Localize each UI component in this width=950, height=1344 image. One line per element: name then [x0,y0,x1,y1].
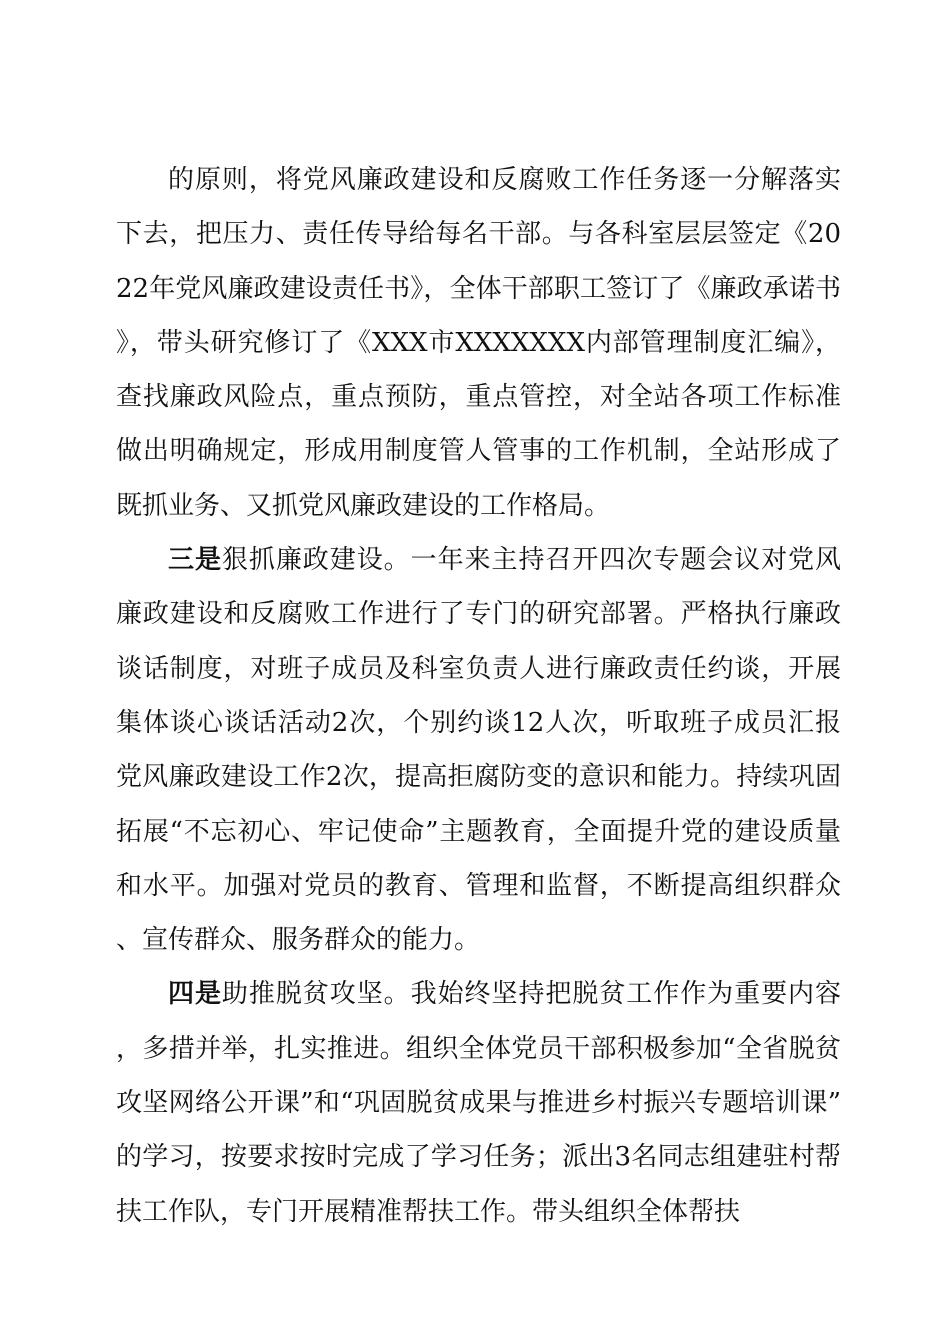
paragraph-integrity-building [116,533,841,967]
paragraph-text: 助推脱贫攻坚。我始终坚持把脱贫工作作为重要内容，多措并举，扎实推进。组织全体党员干部积极参加“全省脱贫攻坚网络公开课”和“巩固脱贫成果与推进乡村振兴专题培训课”的学习，按要求按时完成了学习任务；派出3名同志组建驻村帮扶工作队，专门开展精准帮扶工作。带头组织全体帮扶 [116,979,841,1227]
paragraph-text: 的原则，将党风廉政建设和反腐败工作任务逐一分解落实下去，把压力、责任传导给每名干部。与各科室层层签定《2022年党风廉政建设责任书》，全体干部职工签订了《廉政承诺书》，带头研究修订了《XXX市XXXXXXX内部管理制度汇编》，查找廉政风险点，重点预防，重点管控，对全站各项工作标准做出明确规定，形成用制度管人管事的工作机制，全站形成了既抓业务、又抓党风廉政建设的工作格局。 [116,165,841,521]
paragraph-principle-continuation [116,153,841,533]
paragraph-lead: 四是 [168,979,222,1010]
document-body [116,153,841,1239]
paragraph-lead: 三是 [168,545,222,576]
paragraph-poverty-alleviation [116,967,841,1238]
paragraph-text: 狠抓廉政建设。一年来主持召开四次专题会议对党风廉政建设和反腐败工作进行了专门的研究部署。严格执行廉政谈话制度，对班子成员及科室负责人进行廉政责任约谈，开展集体谈心谈话活动2次，个别约谈12人次，听取班子成员汇报党风廉政建设工作2次，提高拒腐防变的意识和能力。持续巩固拓展“不忘初心、牢记使命”主题教育，全面提升党的建设质量和水平。加强对党员的教育、管理和监督，不断提高组织群众、宣传群众、服务群众的能力。 [116,545,841,956]
